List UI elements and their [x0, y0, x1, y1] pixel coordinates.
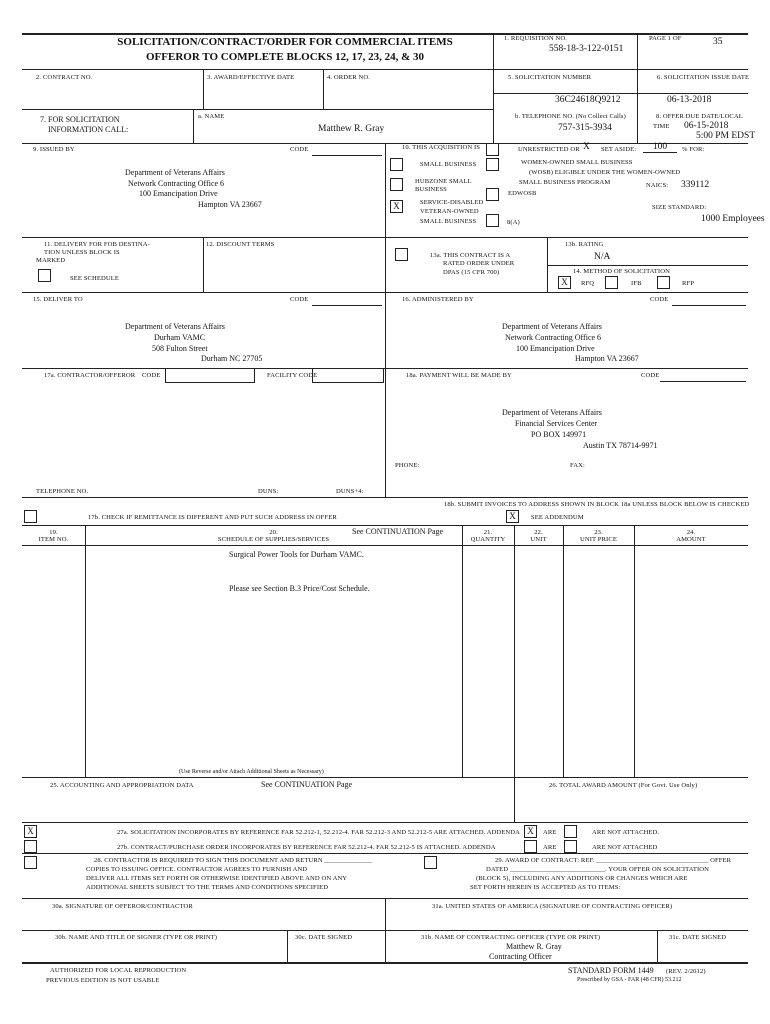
rule — [22, 525, 748, 526]
rule — [493, 33, 494, 143]
rfp-checkbox[interactable] — [657, 276, 670, 289]
administered-by-line4: Hampton VA 23667 — [575, 354, 639, 363]
footer-revision: (REV. 2/2012) — [666, 968, 706, 975]
naics-value[interactable]: 339112 — [681, 180, 710, 190]
rule — [22, 853, 748, 854]
rule — [514, 777, 515, 822]
co-name-label: 31b. NAME OF CONTRACTING OFFICER (TYPE OR PRINT) — [421, 934, 601, 941]
27a-are-label: ARE — [543, 829, 557, 836]
discount-terms-label: 12. DISCOUNT TERMS — [206, 241, 275, 248]
payment-code-label: CODE — [641, 372, 660, 379]
remittance-label: 17b. CHECK IF REMITTANCE IS DIFFERENT AND PUT SUCH ADDRESS IN OFFER — [88, 514, 337, 521]
reverse-note: (Use Reverse and/or Attach Additional Sheets as Necessary) — [179, 769, 324, 775]
wosb-label-1: WOMEN-OWNED SMALL BUSINESS — [521, 159, 633, 166]
28-line3: DELIVER ALL ITEMS SET FORTH OR OTHERWISE IDENTIFIED ABOVE AND ON ANY — [86, 875, 348, 882]
rule — [22, 545, 748, 546]
rule — [193, 109, 194, 143]
27b-text: 27b. CONTRACT/PURCHASE ORDER INCORPORATES BY REFERENCE FAR 52.212-4. FAR 52.212-5 IS ATTACHED. ADDENDA — [117, 844, 496, 851]
27a-text: 27a. SOLICITATION INCORPORATES BY REFERENCE FAR 52.212-1, 52.212-4. FAR 52.212-3 AND 52.212-5 ARE ATTACHED. ADDENDA — [117, 829, 521, 836]
29-line4: SET FORTH HEREIN IS ACCEPTED AS TO ITEMS: — [470, 884, 621, 891]
29-line3: (BLOCK 5), INCLUDING ANY ADDITIONS OR CHANGES WHICH ARE — [476, 875, 688, 882]
rfp-label: RFP — [682, 280, 695, 287]
edwosb-label: EDWOSB — [508, 190, 537, 197]
administered-by-line1: Department of Veterans Affairs — [502, 322, 602, 331]
issued-by-code-field[interactable] — [312, 145, 382, 156]
hubzone-label-2: BUSINESS — [415, 186, 447, 193]
footer-previous-edition: PREVIOUS EDITION IS NOT USABLE — [46, 977, 160, 984]
sdvosb-label-3: SMALL BUSINESS — [420, 218, 477, 225]
8a-label: 8(A) — [507, 219, 520, 226]
27a-are-not-checkbox[interactable] — [564, 825, 577, 838]
col-amount: AMOUNT — [676, 536, 706, 543]
29-line2: DATED ____________________________. YOUR OFFER ON SOLICITATION — [486, 866, 710, 873]
28-line1: 28. CONTRACTOR IS REQUIRED TO SIGN THIS DOCUMENT AND RETURN ______________ — [94, 857, 373, 864]
wosb-checkbox[interactable] — [486, 188, 499, 201]
page-label: PAGE 1 OF — [649, 35, 682, 42]
duns4-label: DUNS+4: — [336, 488, 364, 495]
deliver-to-line2: Durham VAMC — [154, 333, 206, 342]
27b-are-not-checkbox[interactable] — [564, 840, 577, 853]
payment-line1: Department of Veterans Affairs — [502, 408, 602, 417]
col-quantity-num: 21. — [483, 529, 493, 536]
sdvosb-label-1: SERVICE-DISABLED — [420, 199, 484, 206]
accounting-label: 25. ACCOUNTING AND APPROPRIATION DATA — [50, 782, 194, 789]
col-unit-num: 22. — [534, 529, 543, 536]
administered-by-line3: 100 Emancipation Drive — [516, 344, 595, 353]
info-call-label-1: 7. FOR SOLICITATION — [40, 115, 120, 124]
naics-label: NAICS: — [646, 182, 669, 189]
name-label: a. NAME — [198, 113, 225, 120]
solicitation-number-value[interactable]: 36C24618Q9212 — [555, 95, 621, 105]
col-unit: UNIT — [530, 536, 547, 543]
rule — [385, 143, 386, 497]
total-award-label: 26. TOTAL AWARD AMOUNT (For Govt. Use Only) — [549, 782, 698, 789]
col-amount-num: 24. — [686, 529, 696, 536]
solicitation-number-label: 5. SOLICITATION NUMBER — [508, 74, 592, 81]
award-date-label: 3. AWARD/EFFECTIVE DATE — [207, 74, 295, 81]
co-title-value: Contracting Officer — [489, 952, 552, 961]
rule — [22, 822, 748, 823]
8a-checkbox[interactable] — [486, 214, 499, 227]
set-aside-label: SET ASIDE: — [601, 146, 637, 153]
see-schedule-checkbox[interactable] — [38, 269, 51, 282]
co-date-label: 31c. DATE SIGNED — [669, 934, 727, 941]
col-schedule-num: 20. — [269, 529, 278, 536]
time-label: TIME — [653, 123, 670, 130]
rule — [22, 497, 748, 498]
27b-are-not-label: ARE NOT ATTACHED — [592, 844, 658, 851]
rule — [287, 930, 288, 962]
acquisition-checkbox[interactable] — [486, 143, 499, 156]
issued-by-line2: Network Contracting Office 6 — [128, 179, 225, 188]
rfq-checkbox[interactable]: X — [558, 276, 571, 289]
issued-by-line4: Hampton VA 23667 — [198, 200, 262, 209]
footer-form-name: STANDARD FORM 1449 — [568, 966, 654, 975]
rule — [85, 525, 86, 777]
issued-by-line3: 100 Emancipation Drive — [139, 189, 218, 198]
payment-line3: PO BOX 149971 — [531, 430, 587, 439]
rating-label: 13b. RATING — [565, 241, 604, 248]
unrestricted-label: UNRESTRICTED OR — [518, 146, 580, 153]
rule — [22, 777, 748, 778]
hubzone-label-1: HUBZONE SMALL — [415, 178, 472, 185]
29-line1: 29. AWARD OF CONTRACT: REF. _________________________________ OFFER — [495, 857, 732, 864]
duns-label: DUNS: — [258, 488, 279, 495]
29-checkbox[interactable] — [424, 856, 437, 869]
contracting-officer-signature-label: 31a. UNITED STATES OF AMERICA (SIGNATURE OF CONTRACTING OFFICER) — [432, 903, 673, 910]
facility-code-label: FACILITY CODE — [267, 372, 318, 379]
payment-code-field[interactable] — [660, 368, 746, 382]
schedule-description-2: Please see Section B.3 Price/Cost Schedule. — [229, 584, 370, 593]
rule — [22, 109, 493, 110]
acquisition-label: 10. THIS ACQUISITION IS — [402, 144, 481, 151]
telephone-value[interactable]: 757-315-3934 — [558, 123, 612, 133]
col-item-no-num: 19. — [49, 529, 58, 536]
col-item-no: ITEM NO. — [38, 536, 69, 543]
set-aside-percent[interactable]: 100 — [643, 142, 677, 153]
administered-by-code-label: CODE — [650, 296, 669, 303]
rated-order-checkbox[interactable] — [395, 248, 408, 261]
size-standard-value[interactable]: 1000 Employees — [701, 214, 765, 224]
small-business-checkbox[interactable] — [390, 158, 403, 171]
offer-due-date[interactable]: 06-15-2018 — [684, 121, 729, 131]
wosb-label-3: SMALL BUSINESS PROGRAM — [519, 179, 611, 186]
27a-are-checkbox[interactable]: X — [524, 825, 537, 838]
contractor-telephone-label: TELEPHONE NO. — [36, 488, 89, 495]
ifb-label: IFB — [631, 280, 642, 287]
rule — [637, 93, 638, 143]
contract-no-label: 2. CONTRACT NO. — [36, 74, 93, 81]
administered-by-label: 16. ADMINISTERED BY — [402, 296, 474, 303]
contact-name-value[interactable]: Matthew R. Gray — [318, 124, 385, 134]
col-schedule: SCHEDULE OF SUPPLIES/SERVICES — [217, 536, 330, 543]
col-unit-price: UNIT PRICE — [580, 536, 617, 543]
rule — [634, 525, 635, 777]
deliver-to-label: 15. DELIVER TO — [33, 296, 83, 303]
rated-order-label-1: 13a. THIS CONTRACT IS A — [430, 252, 511, 259]
issued-by-line1: Department of Veterans Affairs — [125, 168, 225, 177]
small-business-label: SMALL BUSINESS — [420, 161, 477, 168]
page-total: 35 — [713, 37, 723, 47]
form-title-line2: OFFEROR TO COMPLETE BLOCKS 12, 17, 23, 24, & 30 — [146, 51, 424, 63]
rule — [462, 525, 463, 777]
rule — [385, 898, 386, 962]
contractor-code-field[interactable] — [165, 368, 255, 383]
see-addendum-checkbox[interactable]: X — [506, 510, 519, 523]
rule — [657, 930, 658, 962]
form-title-line1: SOLICITATION/CONTRACT/ORDER FOR COMMERCIAL ITEMS — [117, 36, 453, 48]
deliver-to-line3: 508 Fulton Street — [152, 344, 208, 353]
requisition-value[interactable]: 558-18-3-122-0151 — [549, 44, 624, 54]
requisition-label: 1. REQUISITION NO. — [504, 35, 567, 42]
see-schedule-label: SEE SCHEDULE — [70, 275, 120, 282]
rated-order-label-3: DPAS (15 CFR 700) — [443, 269, 500, 276]
rule — [323, 69, 324, 109]
remittance-checkbox[interactable] — [24, 510, 37, 523]
rule — [493, 93, 748, 94]
rfq-label: RFQ — [581, 280, 595, 287]
wosb-label-2: (WOSB) ELIGIBLE UNDER THE WOMEN-OWNED — [529, 169, 681, 176]
signer-name-label: 30b. NAME AND TITLE OF SIGNER (TYPE OR PRINT) — [55, 934, 218, 941]
deliver-to-line1: Department of Veterans Affairs — [125, 322, 225, 331]
27b-are-checkbox[interactable] — [524, 840, 537, 853]
28-line4: ADDITIONAL SHEETS SUBJECT TO THE TERMS AND CONDITIONS SPECIFIED — [86, 884, 329, 891]
issue-date-label: 6. SOLICITATION ISSUE DATE — [657, 74, 750, 81]
footer-authorized: AUTHORIZED FOR LOCAL REPRODUCTION — [50, 967, 187, 974]
order-no-label: 4. ORDER NO. — [327, 74, 370, 81]
rule — [637, 33, 638, 93]
size-standard-label: SIZE STANDARD: — [652, 204, 707, 211]
schedule-description-1: Surgical Power Tools for Durham VAMC. — [229, 550, 364, 559]
submit-invoices-label: 18b. SUBMIT INVOICES TO ADDRESS SHOWN IN BLOCK 18a UNLESS BLOCK BELOW IS CHECKED — [444, 501, 750, 508]
issued-by-label: 9. ISSUED BY — [33, 146, 75, 153]
accounting-continuation-note: See CONTINUATION Page — [261, 780, 353, 789]
payment-line4: Austin TX 78714-9971 — [583, 441, 658, 450]
payment-fax-label: FAX: — [570, 462, 585, 469]
info-call-label-2: INFORMATION CALL: — [48, 125, 129, 134]
offer-due-time[interactable]: 5:00 PM EDST — [696, 131, 756, 141]
method-label: 14. METHOD OF SOLICITATION — [573, 268, 670, 275]
schedule-continuation-note: See CONTINUATION Page — [352, 527, 444, 536]
col-unit-price-num: 23. — [594, 529, 603, 536]
see-addendum-label: SEE ADDENDUM — [531, 514, 584, 521]
ifb-checkbox[interactable] — [605, 276, 618, 289]
payment-phone-label: PHONE: — [395, 462, 420, 469]
27a-checkbox[interactable]: X — [24, 825, 37, 838]
rule — [203, 69, 204, 109]
small-business-checkbox-2[interactable] — [486, 158, 499, 171]
co-name-value: Matthew R. Gray — [506, 942, 562, 951]
rule — [547, 265, 748, 266]
administered-by-line2: Network Contracting Office 6 — [505, 333, 602, 342]
facility-code-field[interactable] — [312, 368, 384, 383]
issued-by-code-label: CODE — [290, 146, 309, 153]
27a-are-not-label: ARE NOT ATTACHED. — [592, 829, 660, 836]
deliver-to-code-field[interactable] — [312, 295, 382, 306]
issue-date-value[interactable]: 06-13-2018 — [667, 95, 712, 105]
delivery-label-2: TION UNLESS BLOCK IS — [44, 249, 120, 256]
27b-are-label: ARE — [543, 844, 557, 851]
payment-line2: Financial Services Center — [515, 419, 598, 428]
rating-value[interactable]: N/A — [594, 252, 611, 262]
sdvosb-label-2: VETERAN-OWNED — [420, 208, 479, 215]
rule — [203, 237, 204, 292]
rule — [22, 69, 748, 70]
col-quantity: QUANTITY — [470, 536, 506, 543]
contractor-label: 17a. CONTRACTOR/OFFEROR — [44, 372, 136, 379]
rule — [22, 962, 748, 964]
rule — [514, 525, 515, 777]
delivery-label-1: 11. DELIVERY FOR FOB DESTINA- — [44, 241, 150, 248]
rule — [563, 525, 564, 777]
offeror-signature-label: 30a. SIGNATURE OF OFFEROR/CONTRACTOR — [52, 903, 193, 910]
footer-prescribed: Prescribed by GSA - FAR (48 CFR) 53.212 — [577, 977, 682, 983]
telephone-label: b. TELEPHONE NO. (No Collect Calls) — [515, 113, 626, 120]
administered-by-code-field[interactable] — [672, 295, 746, 306]
deliver-to-code-label: CODE — [290, 296, 309, 303]
hubzone-checkbox[interactable] — [390, 178, 403, 191]
payment-label: 18a. PAYMENT WILL BE MADE BY — [406, 372, 512, 379]
deliver-to-line4: Durham NC 27705 — [201, 354, 263, 363]
28-checkbox[interactable] — [24, 856, 37, 869]
28-line2: COPIES TO ISSUING OFFICE. CONTRACTOR AGREES TO FURNISH AND — [86, 866, 308, 873]
delivery-label-3: MARKED — [36, 257, 66, 264]
form-top-border — [22, 33, 748, 35]
offer-due-label: 8. OFFER DUE DATE/LOCAL — [656, 113, 743, 120]
rated-order-label-2: RATED ORDER UNDER — [443, 260, 515, 267]
sdvosb-checkbox[interactable]: X — [390, 200, 403, 213]
percent-for-label: % FOR: — [682, 146, 705, 153]
signer-date-label: 30c. DATE SIGNED — [295, 934, 353, 941]
unrestricted-mark[interactable]: X — [583, 142, 590, 152]
27b-checkbox[interactable] — [24, 840, 37, 853]
contractor-code-label: CODE — [142, 372, 161, 379]
